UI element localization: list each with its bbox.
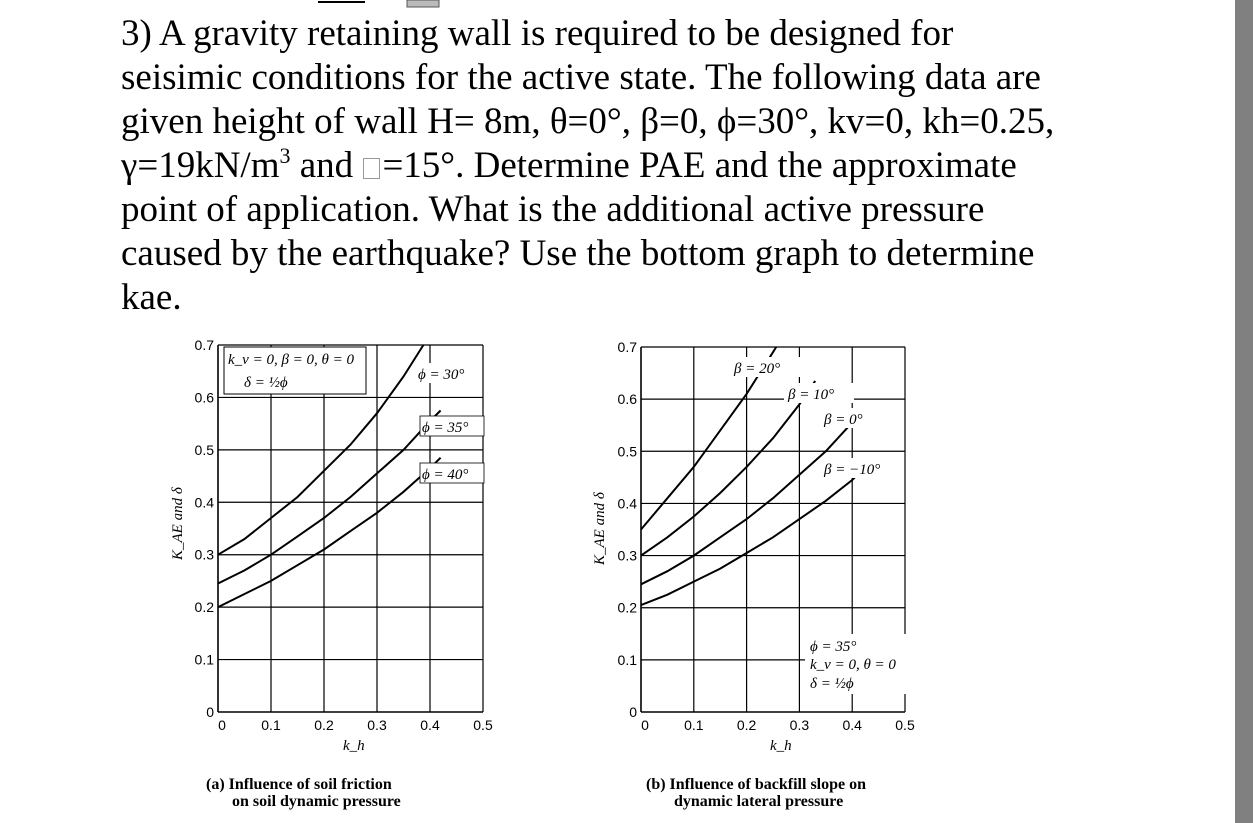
chart-a-ytick-5: 0.5 (194, 441, 214, 458)
chart-b-label-beta20: β = 20° (734, 361, 781, 377)
chart-b-ytick-2: 0.2 (617, 599, 637, 616)
chart-a-ytick-7: 0.7 (194, 337, 214, 353)
chart-b-ytick-7: 0.7 (617, 339, 637, 355)
chart-a-ytick-4: 0.4 (194, 494, 214, 511)
chart-a-curve-1 (218, 411, 441, 584)
chart-b-ytick-3: 0.3 (617, 547, 637, 564)
problem-line-2: seisimic conditions for the active state. The following data are (121, 57, 1041, 98)
chart-b-xtick-5: 0.5 (895, 717, 915, 733)
chart-b-ytick-6: 0.6 (617, 391, 637, 408)
problem-line-7: kae. (121, 277, 182, 318)
chart-a-xtick-4: 0.4 (420, 717, 440, 733)
chart-b-curve-1 (641, 381, 815, 556)
chart-a-params (224, 347, 366, 394)
chart-b-params (805, 634, 909, 694)
chart-b-caption-line1: (b) Influence of backfill slope on (646, 776, 867, 793)
chart-b-params-line3: δ = ½ϕ (810, 676, 854, 692)
chart-b-ytick-5: 0.5 (617, 443, 637, 460)
chart-a-label-phi30: ϕ = 30° (418, 367, 465, 383)
chart-a-ytick-0: 0 (206, 704, 214, 720)
chart-b-ytick-0: 0 (629, 704, 637, 720)
chart-a-series-labels (416, 363, 484, 483)
chart-b-label-beta0: β = 0° (824, 412, 863, 428)
chart-b-xtick-3: 0.3 (789, 717, 810, 733)
chart-b-xtick-2: 0.2 (736, 717, 757, 733)
chart-a-xtick-2: 0.2 (314, 717, 334, 733)
chart-a-caption-line2: on soil dynamic pressure (232, 793, 401, 810)
chart-a-label-phi40: ϕ = 40° (422, 467, 469, 483)
chart-a-params-line1: k_v = 0, β = 0, θ = 0 (228, 352, 355, 368)
chart-a (170, 337, 493, 810)
chart-a-xtick-5: 0.5 (473, 717, 493, 733)
chart-b-xlabel: k_h (770, 738, 792, 754)
chart-a-xtick-1: 0.1 (261, 717, 281, 733)
chart-b-caption-line2: dynamic lateral pressure (674, 793, 844, 810)
window-edge-bar (1235, 0, 1253, 823)
chart-b-ytick-4: 0.4 (617, 495, 637, 512)
cubed-superscript: 3 (279, 143, 291, 168)
chart-a-xtick-0: 0 (218, 717, 226, 733)
problem-line-5: point of application. What is the additional active pressure (121, 189, 985, 230)
chart-a-ylabel: K_AE and δ (170, 487, 186, 560)
problem-line-1: 3) A gravity retaining wall is required to be designed for (121, 13, 954, 54)
chart-b-params-line1: ϕ = 35° (810, 639, 857, 655)
and-text: and (290, 145, 363, 186)
chart-a-params-line2: δ = ½ϕ (244, 375, 288, 391)
chart-a-xlabel: k_h (343, 738, 365, 754)
unit-weight-text: γ=19kN/m (121, 145, 280, 186)
chart-a-caption-line1: (a) Influence of soil friction (206, 776, 392, 793)
chart-b-label-beta-10: β = −10° (824, 462, 881, 478)
chart-a-ytick-1: 0.1 (194, 651, 214, 668)
chart-a-xtick-3: 0.3 (367, 717, 387, 733)
chart-b-xtick-4: 0.4 (842, 717, 862, 733)
chart-b-ytick-1: 0.1 (617, 651, 637, 668)
chart-b-ylabel: K_AE and δ (592, 492, 608, 565)
delta-value-text: =15°. Determine PAE and the approximate (382, 145, 1017, 186)
chart-b-label-beta10: β = 10° (788, 387, 835, 403)
chart-a-ytick-3: 0.3 (194, 546, 214, 563)
problem-line-3: given height of wall H= 8m, θ=0°, β=0, ϕ=30°, kv=0, kh=0.25, (121, 101, 1055, 142)
chart-a-ytick-2: 0.2 (194, 599, 214, 616)
chart-b-xtick-1: 0.1 (684, 717, 704, 733)
chart-b-params-line2: k_v = 0, θ = 0 (810, 657, 896, 673)
chart-b-series-labels (732, 357, 896, 478)
chart-b (592, 339, 915, 810)
chart-a-ytick-6: 0.6 (194, 389, 214, 406)
problem-line-6: caused by the earthquake? Use the bottom graph to determine (121, 233, 1035, 274)
chart-b-xtick-0: 0 (641, 717, 649, 733)
chart-a-label-phi35: ϕ = 35° (422, 420, 469, 436)
